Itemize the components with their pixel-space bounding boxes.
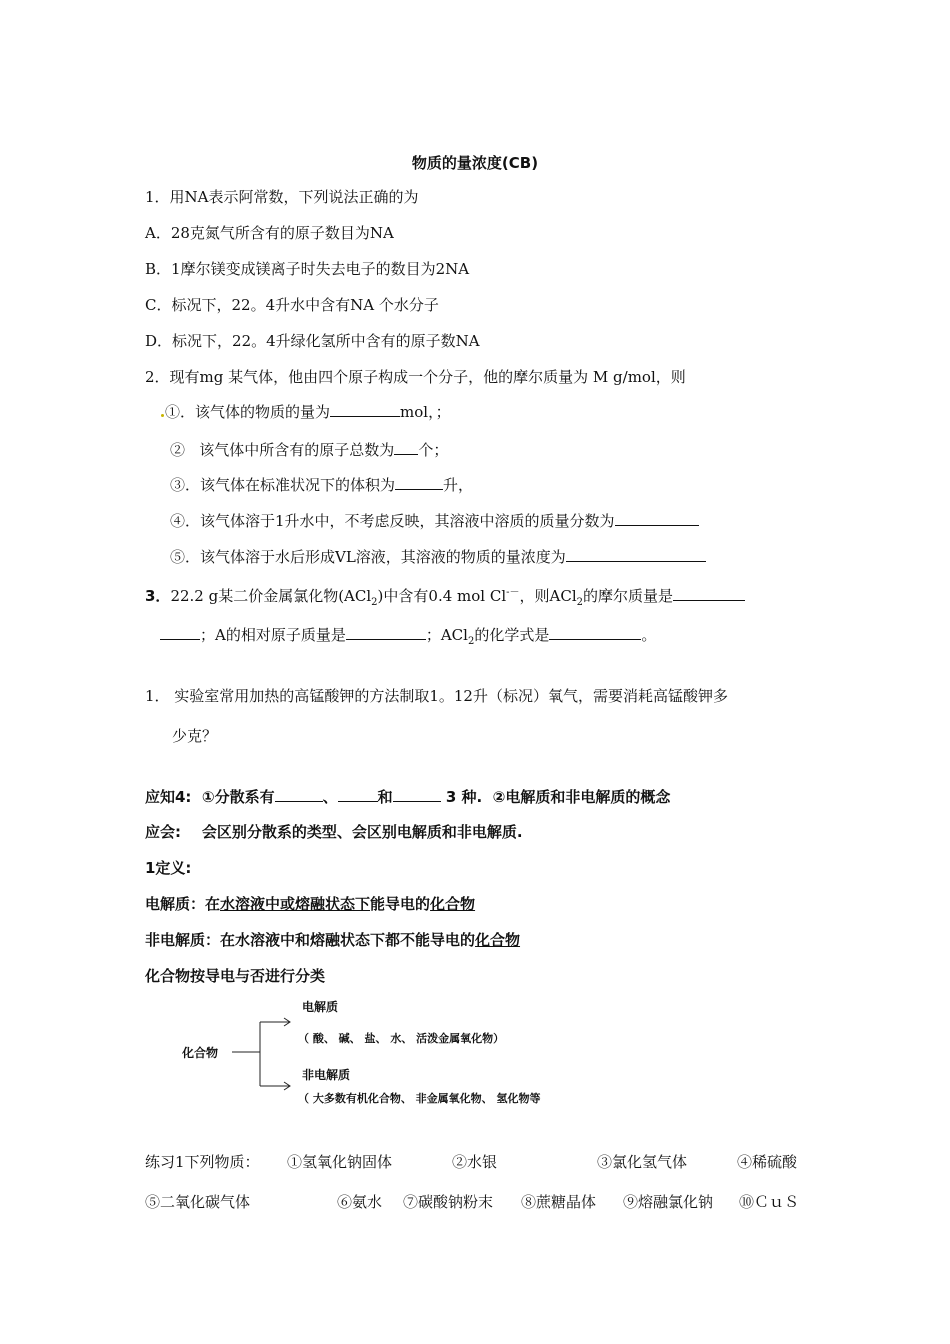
- diagram-branch-non-electrolyte: 非电解质: [302, 1068, 351, 1082]
- answer-blank[interactable]: [338, 787, 378, 802]
- definition-title: 1定义:: [145, 859, 192, 877]
- classification-diagram: [170, 990, 630, 1120]
- sub-question-3: ③．该气体在标准状况下的体积为 升，: [170, 476, 474, 494]
- diagram-branch-electrolyte-note: （ 酸、 碱、 盐、 水、 活泼金属氧化物）: [298, 1032, 505, 1045]
- option-c: C．标况下，22。4升水中含有NA 个水分子: [145, 296, 439, 314]
- sub-question-5: ⑤．该气体溶于水后形成VL溶液，其溶液的物质的量浓度为: [170, 547, 706, 567]
- know-line: 应知4: ①分散系有 、 和 3 种. ②电解质和非电解质的概念: [145, 788, 671, 806]
- diagram-root: 化合物: [182, 1046, 219, 1060]
- sub-question-2: ② 该气体中所含有的原子总数为 个；: [170, 441, 449, 459]
- question-3-line-2: ；A的相对原子质量是 ；ACl$_2$的化学式是 。: [160, 625, 656, 652]
- sub-question-1: ①．该气体的物质的量为 mol，；: [160, 402, 451, 422]
- answer-blank[interactable]: [346, 625, 426, 640]
- option-b: B．1摩尔镁变成镁离子时失去电子的数目为2NA: [145, 260, 470, 278]
- practice-item: ⑨熔融氯化钠: [623, 1193, 714, 1211]
- option-d: D．标况下，22。4升绿化氢所中含有的原子数NA: [145, 332, 480, 350]
- option-a: A．28克氮气所含有的原子数目为NA: [145, 224, 394, 242]
- electrolyte-definition: 电解质：在水溶液中或熔融状态下能导电的化合物: [145, 895, 476, 913]
- answer-blank[interactable]: [160, 625, 200, 640]
- practice-item: ④稀硫酸: [737, 1153, 798, 1171]
- question-2-stem: 2．现有mg 某气体，他由四个原子构成一个分子，他的摩尔质量为 M g/mol，则: [145, 368, 686, 386]
- answer-blank[interactable]: [549, 625, 641, 640]
- diagram-branch-electrolyte: 电解质: [302, 1000, 339, 1014]
- answer-blank[interactable]: [673, 586, 745, 601]
- practice-item: ①氢氧化钠固体: [287, 1153, 393, 1171]
- question-1-stem: 1．用NA表示阿常数，下列说法正确的为: [145, 188, 419, 206]
- answer-blank[interactable]: [615, 511, 699, 526]
- sub-question-4: ④．该气体溶于1升水中，不考虑反映，其溶液中溶质的质量分数为: [170, 511, 699, 531]
- page-title: 物质的量浓度(CB): [411, 154, 539, 172]
- answer-blank[interactable]: [393, 787, 441, 802]
- answer-blank[interactable]: [275, 787, 323, 802]
- answer-blank[interactable]: [394, 440, 418, 455]
- classify-heading: 化合物按导电与否进行分类: [145, 967, 326, 985]
- practice-item: ⑦碳酸钠粉末: [403, 1193, 494, 1211]
- question-4-line-2: 少克？: [172, 727, 218, 745]
- practice-item: ⑩ＣｕＳ: [739, 1193, 800, 1211]
- diagram-branch-non-electrolyte-note: （ 大多数有机化合物、 非金属氧化物、 氢化物等: [298, 1092, 541, 1105]
- answer-blank[interactable]: [330, 402, 400, 417]
- non-electrolyte-definition: 非电解质：在水溶液中和熔融状态下都不能导电的化合物: [145, 931, 521, 949]
- should-line: 应会: 会区别分散系的类型、会区别电解质和非电解质.: [145, 823, 523, 841]
- practice-item: ⑥氨水: [337, 1193, 383, 1211]
- question-3-line-1: 3．22.2 g某二价金属氯化物(ACl$_2$)中含有0.4 mol Cl-－，则ACl$_2$的摩尔质量是: [145, 583, 745, 613]
- answer-blank[interactable]: [566, 547, 706, 562]
- practice-label: 练习1下列物质：: [145, 1153, 260, 1171]
- question-4-line-1: 1． 实验室常用加热的高锰酸钾的方法制取1。12升（标况）氧气，需要消耗高锰酸钾多: [145, 687, 728, 705]
- practice-item: ⑧蔗糖晶体: [521, 1193, 597, 1211]
- answer-blank[interactable]: [395, 475, 443, 490]
- mark-dot: [161, 414, 164, 417]
- practice-item: ②水银: [452, 1153, 498, 1171]
- practice-item: ⑤二氧化碳气体: [145, 1193, 251, 1211]
- practice-item: ③氯化氢气体: [597, 1153, 688, 1171]
